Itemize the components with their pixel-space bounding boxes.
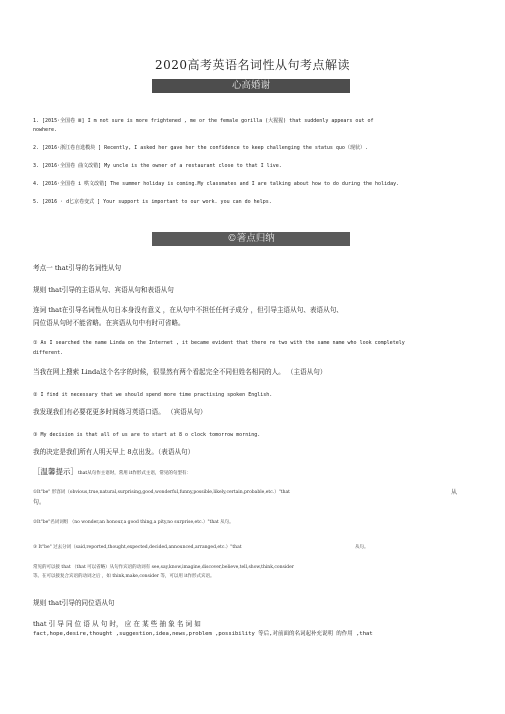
- section-banner-hot-topics: 心高婚谢: [152, 79, 350, 93]
- example-b-cn: 我发现我们有必要花更多时间练习英语口语。 （宾语从句）: [33, 408, 207, 416]
- example-b-en: ② I find it necessary that we should spend more time practising spoken English.: [33, 392, 273, 398]
- example-a-cn: 当我在网上搜索 Linda这个名字的时候，很显然有两个看起完全不同但姓名相同的人。 （主语从句）: [33, 368, 327, 376]
- rule-2-text-line-2: fact,hope,desire,thought ,suggestion,idea,news,problem ,possibility 等后,对前面的名词起补充说明 的作用 ,that: [33, 631, 373, 637]
- example-4: 4. [2016·全国卷 i 哄文改错] The summer holiday is coming.My classmates and I are talking about how to do during the holiday.: [33, 181, 400, 187]
- tip-1-tail: 从: [451, 489, 458, 496]
- rule-2-text-line-1: that 引 导 同 位 语 从 句 时， 应 在 某 些 抽 象 名 词 如: [33, 620, 201, 628]
- tip-text: that从句作主语时，常用 it作形式主语，常见的句型有：: [78, 471, 191, 476]
- tip-4-line-1: 常见的可以接 that （that 可以省略）从句作宾语的动词有 see,say,know,imagine,discover,believe,tell,show,think,consider: [33, 565, 294, 570]
- rule-1-text-line-2: 同位语从句时不能省略。在宾语从句中有时可省略。: [33, 319, 185, 327]
- example-5: 5. [2016 · d匕京卷变式 ] Your support is important to our work. you can do helps.: [33, 199, 272, 205]
- tip-3-line: [33, 544, 478, 551]
- key-point-1-title: 考点一 that引导的名词性从句: [33, 264, 122, 272]
- tip-1-text: ①It"be" 形容词（obvious,true,natural,surprising,good,wonderful,funny,possible,likely,certain,probable,etc.）"that: [33, 490, 290, 495]
- rule-2-title: 规则 that引导的同位语从句: [33, 599, 115, 607]
- example-c-cn: 我的决定是我们所有人明天早上 8点出发。（表语从句）: [33, 448, 195, 456]
- tip-2: ②It"be"名词词组 （no wonder,an honour,a good thing,a pity,no surprise,etc.）"that 从句。: [33, 520, 234, 525]
- section-banner-key-points: ©箸点归纳: [152, 232, 350, 246]
- tip-1-line: [33, 489, 478, 496]
- example-1-line-2: nowhere.: [33, 127, 58, 133]
- tip-label: ［温馨提示］: [33, 467, 78, 476]
- tip-block: [33, 467, 478, 478]
- example-2: 2. [2016·浙江卷自选模块 ] Recently, I asked her gave her the confidence to keep challenging the status quo（现状）.: [33, 145, 368, 151]
- tip-3-tail: 从句。: [355, 545, 369, 550]
- example-1-line-1: 1. [2015·全国卷 Ⅲ] I m not sure is more frightened , me or the female gorilla (大猩猩) that suddenly appears out of: [33, 118, 374, 124]
- tip-4-line-2: 等。在可以接复合宾语的动词之后 ，如 think,make,consider 等，可以用 it作形式宾语。: [33, 574, 215, 579]
- rule-1-text-line-1: 连词 that在引导名词性从句日本身没有意义 ，在从句中不担任任何子成分 ，但引导主语从句、表语从句、: [33, 306, 343, 314]
- tip-1-line-2: 句。: [33, 499, 46, 506]
- example-3: 3. [2016·全国卷 曲文改错] My uncle is the owner of a restaurant close to that I live.: [33, 163, 282, 169]
- example-a-en-line-1: ① As I searched the name Linda on the Internet , it became evident that there re two with the same name who look completely: [33, 340, 405, 346]
- page-title: 2020高考英语名词性从句考点解读: [154, 58, 351, 72]
- example-c-en: ③ My decision is that all of us are to start at 8 o clock tomorrow morning.: [33, 432, 261, 438]
- example-a-en-line-2: different.: [33, 350, 64, 356]
- rule-1-title: 规则 that引导的主语从句、宾语从句和表语从句: [33, 286, 174, 294]
- tip-3-text: ③ It"be" 过去分词（said,reported,thought,expected,decided,announced,arranged,etc.）"that: [33, 545, 242, 550]
